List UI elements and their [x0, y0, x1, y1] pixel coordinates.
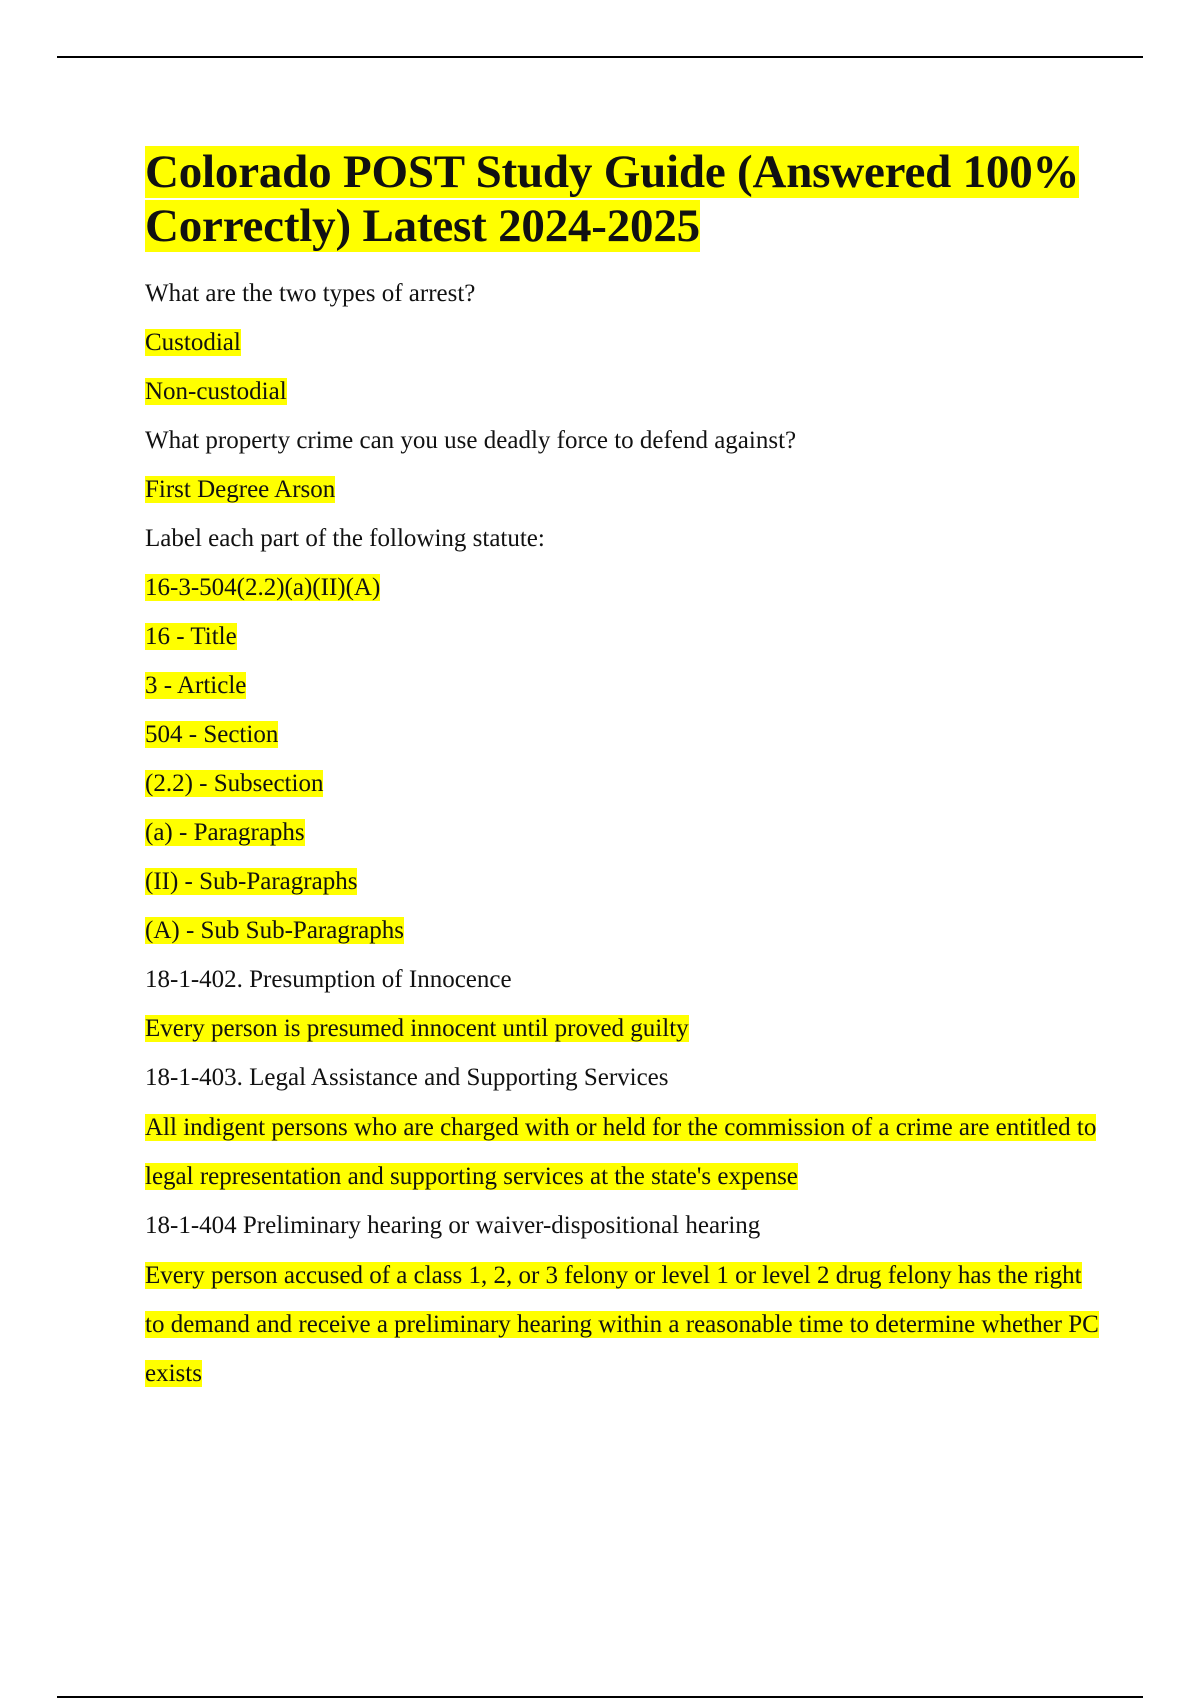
answer-18-1-404: [145, 1251, 1105, 1398]
line-text: 16-3-504(2.2)(a)(II)(A): [145, 574, 381, 601]
heading-text: 18-1-404 Preliminary hearing or waiver-dispositional hearing: [145, 1212, 761, 1239]
qa-list: [145, 277, 1105, 1095]
line-text: (2.2) - Subsection: [145, 770, 324, 797]
answer-line: [145, 767, 1105, 801]
answer-line: [145, 914, 1105, 948]
line-text: 18-1-402. Presumption of Innocence: [145, 966, 512, 993]
answer-line: [145, 1012, 1105, 1046]
line-text: Custodial: [145, 329, 241, 356]
answer-line: [145, 865, 1105, 899]
document-title: [145, 145, 1105, 253]
document-body: [145, 145, 1105, 1406]
answer-line: [145, 620, 1105, 654]
line-text: Label each part of the following statute:: [145, 525, 545, 552]
line-text: (II) - Sub-Paragraphs: [145, 868, 358, 895]
line-text: 16 - Title: [145, 623, 237, 650]
line-text: What property crime can you use deadly force to defend against?: [145, 427, 797, 454]
line-text: What are the two types of arrest?: [145, 280, 476, 307]
question-line: [145, 522, 1105, 556]
answer-18-1-403: [145, 1103, 1105, 1201]
question-line: [145, 277, 1105, 311]
answer-line: [145, 669, 1105, 703]
answer-line: [145, 571, 1105, 605]
bottom-rule: [57, 1696, 1143, 1698]
line-text: 18-1-403. Legal Assistance and Supporting Services: [145, 1064, 669, 1091]
answer-line: [145, 816, 1105, 850]
question-line: [145, 1061, 1105, 1095]
top-rule: [57, 56, 1143, 58]
answer-line: [145, 326, 1105, 360]
answer-text: Every person accused of a class 1, 2, or 3 felony or level 1 or level 2 drug felony has the right to demand and receive a preliminary hearing within a reasonable time to determine whether PC exists: [145, 1262, 1099, 1387]
line-text: (A) - Sub Sub-Paragraphs: [145, 917, 404, 944]
heading-18-1-404: [145, 1209, 1105, 1243]
line-text: 504 - Section: [145, 721, 279, 748]
answer-text: All indigent persons who are charged with or held for the commission of a crime are entitled to legal representation and supporting services at the state's expense: [145, 1114, 1097, 1190]
line-text: 3 - Article: [145, 672, 247, 699]
answer-line: [145, 718, 1105, 752]
title-text: Colorado POST Study Guide (Answered 100% Correctly) Latest 2024-2025: [145, 146, 1080, 252]
line-text: Every person is presumed innocent until proved guilty: [145, 1015, 689, 1042]
line-text: First Degree Arson: [145, 476, 336, 503]
answer-line: [145, 375, 1105, 409]
line-text: (a) - Paragraphs: [145, 819, 305, 846]
answer-line: [145, 473, 1105, 507]
question-line: [145, 424, 1105, 458]
line-text: Non-custodial: [145, 378, 287, 405]
question-line: [145, 963, 1105, 997]
